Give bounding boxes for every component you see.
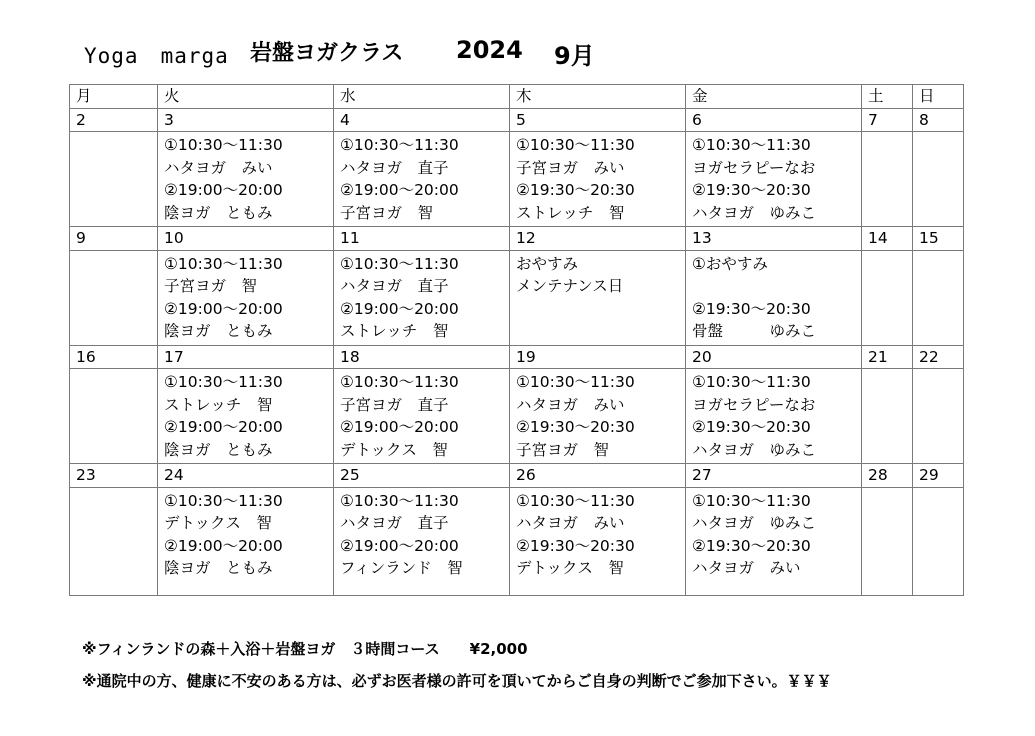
class-line: 陰ヨガ ともみ (164, 559, 273, 577)
class-line: 陰ヨガ ともみ (164, 203, 273, 222)
class-slot-cell (686, 369, 862, 464)
class-line: ②19:00～20:00 (340, 536, 459, 555)
class-line: ②19:00～20:00 (164, 418, 283, 436)
class-line: ①10:30～11:30 (340, 491, 459, 510)
class-slot-row (70, 132, 964, 227)
date-cell: 13 (686, 227, 862, 251)
class-line: ハタヨガ みい (692, 559, 801, 577)
class-slot-cell (862, 487, 913, 595)
class-line: ハタヨガ 直子 (340, 277, 449, 295)
class-line: ②19:30～20:30 (692, 536, 811, 555)
class-slot-cell (913, 369, 964, 464)
class-slot-cell (334, 250, 510, 345)
studio-name: Yoga marga (84, 44, 229, 68)
class-line: ②19:00～20:00 (164, 299, 283, 318)
class-slot-cell (862, 369, 913, 464)
class-title: 岩盤ヨガクラス (250, 41, 404, 66)
date-cell: 4 (334, 108, 510, 132)
class-line: ①10:30～11:30 (164, 254, 283, 273)
date-cell: 24 (158, 464, 334, 488)
class-line: 子宮ヨガ 智 (340, 203, 434, 222)
class-line: 陰ヨガ ともみ (164, 322, 273, 340)
class-slot-cell (158, 369, 334, 464)
class-line: 骨盤 ゆみこ (692, 322, 817, 340)
class-line: デトックス 智 (516, 559, 624, 577)
class-line: ヨガセラピーなお (692, 395, 816, 414)
class-slot-cell (158, 487, 334, 595)
class-line: 子宮ヨガ 智 (164, 277, 258, 295)
class-line: ②19:30～20:30 (692, 418, 811, 436)
class-slot-cell (913, 132, 964, 227)
date-cell: 28 (862, 464, 913, 488)
note-course: ※フィンランドの森＋入浴＋岩盤ヨガ ３時間コース ¥2,000 (82, 640, 528, 658)
class-line: デトックス 智 (164, 514, 272, 532)
date-cell: 5 (510, 108, 686, 132)
class-line: ①10:30～11:30 (516, 373, 635, 391)
weekday-header: 水 (334, 85, 510, 109)
class-line: ②19:00～20:00 (340, 418, 459, 436)
date-cell: 19 (510, 345, 686, 369)
date-cell: 8 (913, 108, 964, 132)
date-cell: 20 (686, 345, 862, 369)
class-slot-cell (510, 369, 686, 464)
date-cell: 7 (862, 108, 913, 132)
weekday-header: 火 (158, 85, 334, 109)
date-cell: 29 (913, 464, 964, 488)
class-line: ①10:30～11:30 (164, 491, 283, 510)
date-cell: 22 (913, 345, 964, 369)
class-slot-cell (334, 487, 510, 595)
class-slot-row (70, 487, 964, 595)
class-line: 子宮ヨガ みい (516, 158, 625, 177)
class-line: デトックス 智 (340, 440, 448, 459)
class-slot-cell (510, 487, 686, 595)
class-line: ヨガセラピーなお (692, 158, 816, 177)
class-slot-cell (510, 132, 686, 227)
class-line: ①10:30～11:30 (164, 373, 283, 391)
schedule-month: 9月 (554, 42, 595, 70)
class-line: ハタヨガ ゆみこ (692, 514, 817, 532)
class-line: ストレッチ 智 (516, 203, 625, 222)
class-line: ①10:30～11:30 (340, 254, 459, 273)
class-slot-row (70, 250, 964, 345)
class-line: ハタヨガ ゆみこ (692, 440, 817, 459)
date-cell: 9 (70, 227, 158, 251)
note-health-warning: ※通院中の方、健康に不安のある方は、必ずお医者様の許可を頂いてからご自身の判断でご参加下さい。￥￥￥ (82, 672, 832, 690)
date-cell: 6 (686, 108, 862, 132)
date-cell: 27 (686, 464, 862, 488)
date-cell: 12 (510, 227, 686, 251)
date-cell: 16 (70, 345, 158, 369)
class-line: ②19:00～20:00 (164, 181, 283, 199)
class-line: ②19:30～20:30 (516, 181, 635, 199)
class-slot-cell (913, 487, 964, 595)
weekday-header: 土 (862, 85, 913, 109)
class-line: ①10:30～11:30 (692, 136, 811, 154)
class-line: 陰ヨガ ともみ (164, 440, 273, 459)
class-line: ②19:00～20:00 (340, 181, 459, 199)
class-slot-cell (70, 132, 158, 227)
date-cell: 10 (158, 227, 334, 251)
weekday-header: 月 (70, 85, 158, 109)
date-cell: 17 (158, 345, 334, 369)
class-slot-cell (913, 250, 964, 345)
class-line: ハタヨガ みい (516, 395, 625, 414)
class-line: ①10:30～11:30 (692, 491, 811, 510)
class-line (692, 275, 861, 298)
date-cell: 11 (334, 227, 510, 251)
date-cell: 23 (70, 464, 158, 488)
schedule-year: 2024 (456, 36, 523, 64)
class-line: ストレッチ 智 (340, 322, 449, 340)
class-slot-cell (70, 487, 158, 595)
date-cell: 26 (510, 464, 686, 488)
notes-section (82, 638, 832, 702)
class-line: ②19:00～20:00 (164, 536, 283, 555)
class-line: ②19:30～20:30 (692, 181, 811, 199)
class-line: ①10:30～11:30 (516, 491, 635, 510)
class-line: ②19:30～20:30 (516, 418, 635, 436)
weekday-header: 金 (686, 85, 862, 109)
schedule-calendar (69, 84, 964, 596)
class-slot-cell (70, 369, 158, 464)
weekday-header: 木 (510, 85, 686, 109)
date-cell: 3 (158, 108, 334, 132)
class-slot-cell (158, 250, 334, 345)
class-line: ②19:00～20:00 (340, 299, 459, 318)
class-line: ハタヨガ みい (516, 514, 625, 532)
weekday-header: 日 (913, 85, 964, 109)
class-slot-cell (158, 132, 334, 227)
class-line: ①おやすみ (692, 254, 768, 273)
class-line: おやすみ (516, 254, 579, 273)
class-slot-cell (862, 132, 913, 227)
date-row (70, 464, 964, 488)
class-line: ①10:30～11:30 (164, 136, 283, 154)
date-cell: 25 (334, 464, 510, 488)
date-row (70, 345, 964, 369)
class-line: フィンランド 智 (340, 559, 463, 577)
class-slot-cell (510, 250, 686, 345)
class-slot-cell (686, 250, 862, 345)
weekday-header-row (70, 85, 964, 109)
class-line: ストレッチ 智 (164, 395, 273, 414)
class-line: メンテナンス日 (516, 277, 624, 295)
class-line: ハタヨガ 直子 (340, 514, 449, 532)
date-row (70, 108, 964, 132)
class-slot-cell (70, 250, 158, 345)
class-slot-row (70, 369, 964, 464)
class-line: ハタヨガ ゆみこ (692, 203, 817, 222)
class-slot-cell (334, 132, 510, 227)
class-line: ①10:30～11:30 (692, 373, 811, 391)
date-cell: 14 (862, 227, 913, 251)
class-line: ①10:30～11:30 (340, 136, 459, 154)
class-slot-cell (334, 369, 510, 464)
class-line: ①10:30～11:30 (340, 373, 459, 391)
date-cell: 15 (913, 227, 964, 251)
class-line: ハタヨガ みい (164, 158, 273, 177)
class-line: 子宮ヨガ 直子 (340, 395, 449, 414)
class-line: ②19:30～20:30 (692, 299, 811, 318)
class-slot-cell (862, 250, 913, 345)
class-line: ②19:30～20:30 (516, 536, 635, 555)
date-cell: 21 (862, 345, 913, 369)
date-cell: 18 (334, 345, 510, 369)
date-cell: 2 (70, 108, 158, 132)
class-slot-cell (686, 132, 862, 227)
class-slot-cell (686, 487, 862, 595)
class-line: ハタヨガ 直子 (340, 158, 449, 177)
class-line: ①10:30～11:30 (516, 136, 635, 154)
date-row (70, 227, 964, 251)
class-line: 子宮ヨガ 智 (516, 440, 610, 459)
